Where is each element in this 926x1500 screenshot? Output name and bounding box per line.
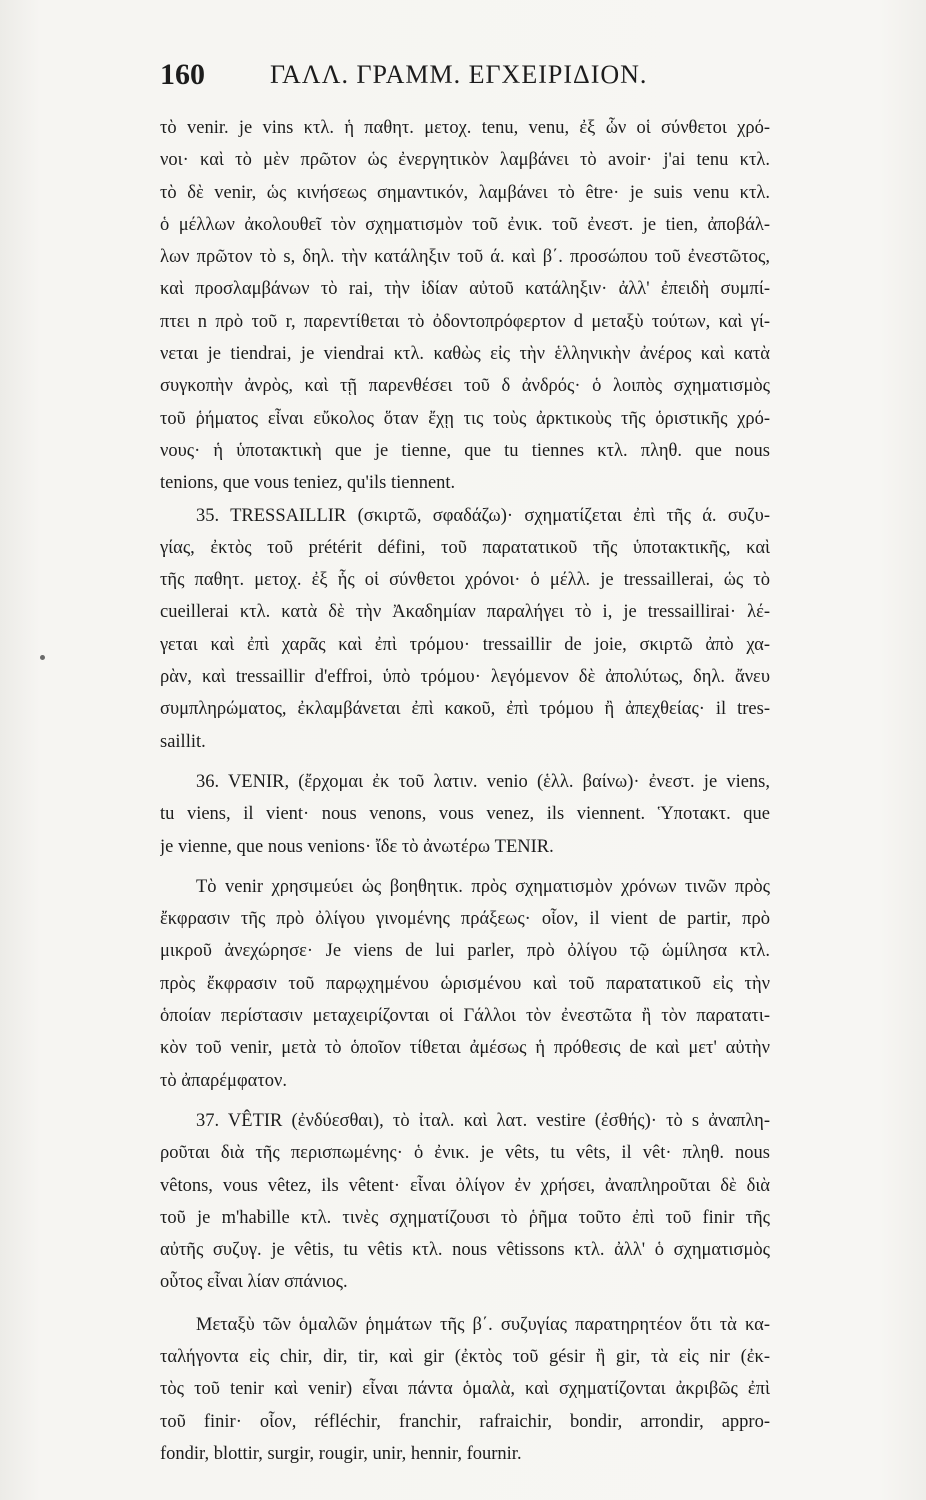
text-line: ροῦται διὰ τῆς περισπωμένης· ὁ ἐνικ. je vêts, tu vêts, il vêt· πληθ. nous <box>160 1143 770 1164</box>
text-line: οὗτος εἶναι λίαν σπάνιος. <box>160 1272 348 1293</box>
text-line: νους· ἡ ὑποτακτικὴ que je tienne, que tu tiennes κτλ. πληθ. que nous <box>160 440 770 461</box>
text-line: γεται καὶ ἐπὶ χαρᾶς καὶ ἐπὶ τρόμου· tressaillir de joie, σκιρτῶ ἀπὸ χα- <box>160 634 770 655</box>
text-line: saillit. <box>160 731 206 752</box>
text-line: κὸν τοῦ venir, μετὰ τὸ ὁποῖον τίθεται ἀμέσως ἡ πρόθεσις de καὶ μετ' αὐτὴν <box>160 1038 770 1059</box>
running-head: ΓΑΛΛ. ΓΡΑΜΜ. ΕΓΧΕΙΡΙΔΙΟΝ. <box>270 60 648 89</box>
text-line: τὸ venir. je vins κτλ. ἡ παθητ. μετοχ. tenu, venu, ἐξ ὧν οἱ σύνθετοι χρό- <box>160 118 770 138</box>
text-line: ἔκφρασιν τῆς πρὸ ὀλίγου γινομένης πράξεως· οἷον, il vient de partir, πρὸ <box>160 909 770 930</box>
body-text <box>160 112 770 1470</box>
text-line: γίας, ἐκτὸς τοῦ prétérit défini, τοῦ παρατατικοῦ τῆς ὑποτακτικῆς, καὶ <box>160 537 770 558</box>
section-37-start: 37. VÊTIR (ἐνδύεσθαι), τὸ ἰταλ. καὶ λατ. vestire (ἐσθής)· τὸ s ἀναπλη- <box>196 1110 770 1131</box>
text-line: ταλήγοντα εἰς chir, dir, tir, καὶ gir (ἐκτὸς τοῦ gésir ἢ gir, τὰ εἰς nir (ἐκ- <box>160 1346 770 1367</box>
page-header <box>160 58 770 98</box>
text-line: τοῦ je m'habille κτλ. τινὲς σχηματίζουσι τὸ ῥῆμα τοῦτο ἐπὶ τοῦ finir τῆς <box>160 1207 770 1228</box>
text-line: καὶ προσλαμβάνων τὸ rai, τὴν ἰδίαν αὐτοῦ κατάληξιν· ἀλλ' ἐπειδὴ συμπί- <box>160 279 770 300</box>
print-speck <box>40 655 45 660</box>
text-line: πρὸς ἔκφρασιν τοῦ παρῳχημένου ὡρισμένου καὶ τοῦ παρατατικοῦ εἰς τὴν <box>160 973 770 994</box>
page-number: 160 <box>160 58 205 91</box>
text-line: μικροῦ ἀνεχώρησε· Je viens de lui parler, πρὸ ὀλίγου τῷ ὡμίλησα κτλ. <box>160 941 770 962</box>
paragraph-start: Τὸ venir χρησιμεύει ὡς βοηθητικ. πρὸς σχηματισμὸν χρόνων τινῶν πρὸς <box>196 876 770 897</box>
text-line: vêtons, vous vêtez, ils vêtent· εἶναι ὀλίγον ἐν χρήσει, ἀναπληροῦται δὲ διὰ <box>160 1175 770 1196</box>
section-36-start: 36. VENIR, (ἔρχομαι ἐκ τοῦ λατιν. venio (ἑλλ. βαίνω)· ἐνεστ. je viens, <box>196 771 770 792</box>
text-line: αὐτῆς συζυγ. je vêtis, tu vêtis κτλ. nous vêtissons κτλ. ἀλλ' ὁ σχηματισμὸς <box>160 1240 770 1261</box>
text-line: νοι· καὶ τὸ μὲν πρῶτον ὡς ἐνεργητικὸν λαμβάνει τὸ avoir· j'ai tenu κτλ. <box>160 150 770 171</box>
text-line: je vienne, que nous venions· ἴδε τὸ ἀνωτέρω TENIR. <box>160 836 554 857</box>
text-line: tenions, que vous teniez, qu'ils tiennent. <box>160 473 456 494</box>
text-line: tu viens, il vient· nous venons, vous venez, ils viennent. Ὑποτακτ. que <box>160 804 770 825</box>
text-line: fondir, blottir, surgir, rougir, unir, hennir, fournir. <box>160 1443 522 1464</box>
text-line: τῆς παθητ. μετοχ. ἐξ ἧς οἱ σύνθετοι χρόνοι· ὁ μέλλ. je tressaillerai, ὡς τὸ <box>160 570 770 591</box>
paragraph-start: Μεταξὺ τῶν ὁμαλῶν ῥημάτων τῆς β΄. συζυγίας παρατηρητέον ὅτι τὰ κα- <box>196 1314 770 1335</box>
text-line: cueillerai κτλ. κατὰ δὲ τὴν Ἀκαδημίαν παραλήγει τὸ i, je tressaillirai· λέ- <box>160 602 770 623</box>
text-line: ρὰν, καὶ tressaillir d'effroi, ὑπὸ τρόμου· λεγόμενον δὲ ἀπολύτως, δηλ. ἄνευ <box>160 667 770 688</box>
text-line: πτει n πρὸ τοῦ r, παρεντίθεται τὸ ὀδοντοπρόφερτον d μεταξὺ τούτων, καὶ γί- <box>160 311 770 332</box>
text-line: τοῦ finir· οἷον, réfléchir, franchir, rafraichir, bondir, arrondir, appro- <box>160 1411 770 1432</box>
section-35-start: 35. TRESSAILLIR (σκιρτῶ, σφαδάζω)· σχηματίζεται ἐπὶ τῆς ά. συζυ- <box>196 505 770 526</box>
text-line: τὸς τοῦ tenir καὶ venir) εἶναι πάντα ὁμαλὰ, καὶ σχηματίζονται ἀκριβῶς ἐπὶ <box>160 1379 770 1400</box>
text-line: ὁποίαν περίστασιν μεταχειρίζονται οἱ Γάλλοι τὸν ἐνεστῶτα ἢ τὸν παρατατι- <box>160 1006 770 1027</box>
text-line: ὁ μέλλων ἀκολουθεῖ τὸν σχηματισμὸν τοῦ ἐνικ. τοῦ ἐνεστ. je tien, ἀποβάλ- <box>160 214 770 235</box>
text-line: τὸ δὲ venir, ὡς κινήσεως σημαντικόν, λαμβάνει τὸ être· je suis venu κτλ. <box>160 182 770 203</box>
text-line: τὸ ἀπαρέμφατον. <box>160 1070 287 1091</box>
text-line: τοῦ ῥήματος εἶναι εὔκολος ὅταν ἔχῃ τις τοὺς ἀρκτικοὺς τῆς ὁριστικῆς χρό- <box>160 408 770 429</box>
text-line: νεται je tiendrai, je viendrai κτλ. καθὼς εἰς τὴν ἑλληνικὴν ἀνέρος καὶ κατὰ <box>160 344 770 365</box>
text-line: συγκοπὴν ἀνρὸς, καὶ τῇ παρενθέσει τοῦ δ ἀνδρός· ὁ λοιπὸς σχηματισμὸς <box>160 376 770 397</box>
text-line: λων πρῶτον τὸ s, δηλ. τὴν κατάληξιν τοῦ ά. καὶ β΄. προσώπου τοῦ ἐνεστῶτος, <box>160 247 770 268</box>
text-line: συμπληρώματος, ἐκλαμβάνεται ἐπὶ κακοῦ, ἐπὶ τρόμου ἢ ἀπεχθείας· il tres- <box>160 699 770 720</box>
